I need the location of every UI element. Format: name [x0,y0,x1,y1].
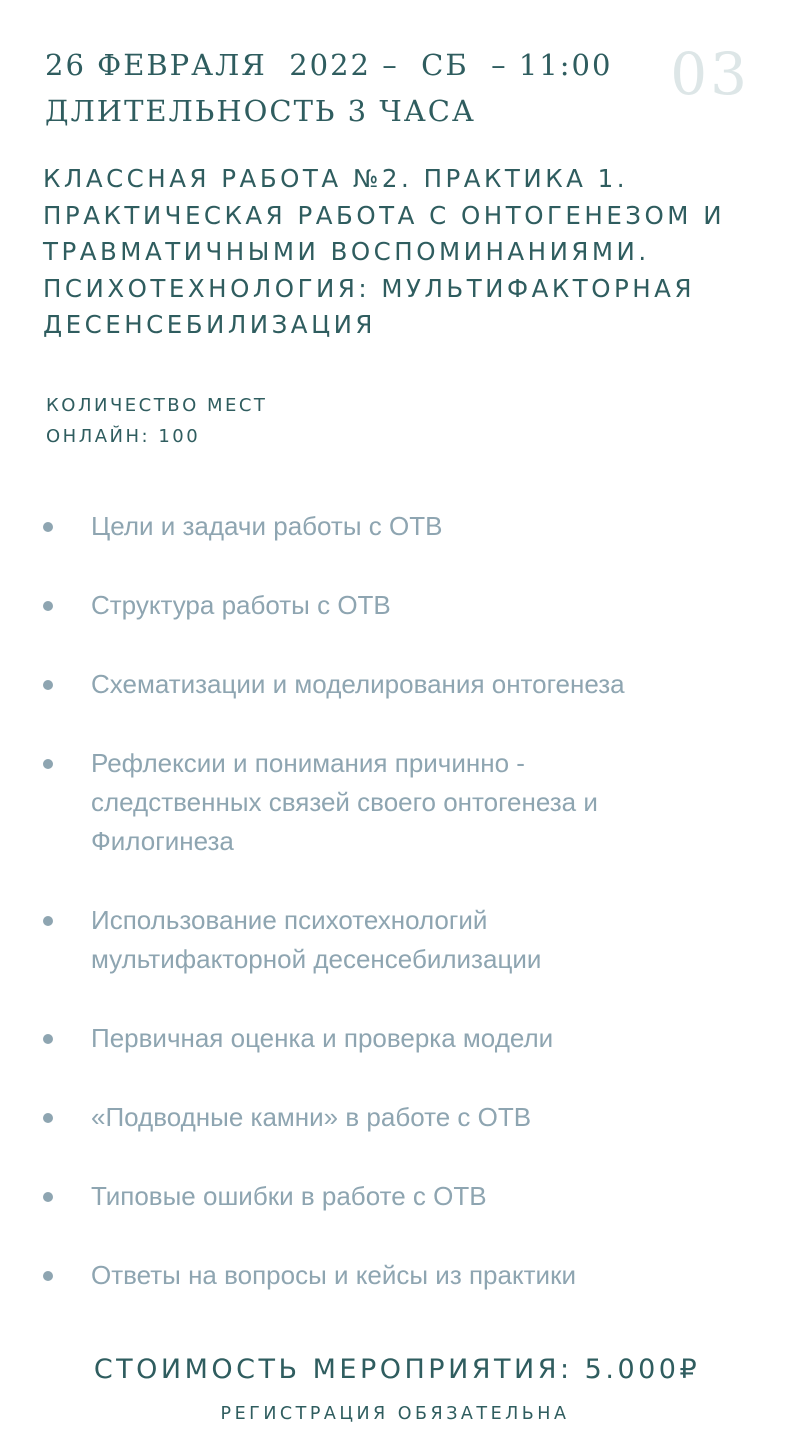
topic-line: Ответы на вопросы и кейсы из практики [91,1260,576,1290]
topic-line: Типовые ошибки в работе с ОТВ [91,1181,487,1211]
event-price: СТОИМОСТЬ МЕРОПРИЯТИЯ: 5.000₽ [93,1354,701,1385]
topic-text [91,901,711,979]
bullet-dot-icon [43,601,53,611]
topic-text [91,744,711,861]
bullet-dot-icon [43,522,53,532]
topic-line: следственных связей своего онтогенеза и [91,787,598,817]
topic-line: Схематизации и моделирования онтогенеза [91,669,625,699]
bullet-dot-icon [43,1271,53,1281]
bullet-dot-icon [43,680,53,690]
seats-online: ОНЛАЙН: 100 [46,426,201,447]
bullet-dot-icon [43,916,53,926]
bullet-dot-icon [43,759,53,769]
topic-line: Филогинеза [91,826,234,856]
bullet-dot-icon [43,1192,53,1202]
topic-text [91,665,711,704]
topic-line: Использование психотехнологий [91,905,488,935]
topic-text [91,1019,711,1058]
seats-label: КОЛИЧЕСТВО МЕСТ [46,395,268,416]
bullet-dot-icon [43,1034,53,1044]
registration-required: РЕГИСТРАЦИЯ ОБЯЗАТЕЛЬНА [220,1404,570,1424]
topic-line: Структура работы с ОТВ [91,590,391,620]
topic-text [91,586,711,625]
session-title-line: ПРАКТИЧЕСКАЯ РАБОТА С ОНТОГЕНЕЗОМ И [43,200,726,230]
duration-line: ДЛИТЕЛЬНОСТЬ 3 ЧАСА [45,94,476,128]
topic-line: Первичная оценка и проверка модели [91,1023,554,1053]
bullet-dot-icon [43,1113,53,1123]
topic-line: мультифакторной десенсебилизации [91,944,542,974]
topic-text [91,1098,711,1137]
topic-text [91,1177,711,1216]
card-number: 03 [670,40,750,108]
session-title-line: ПСИХОТЕХНОЛОГИЯ: МУЛЬТИФАКТОРНАЯ [43,273,695,303]
date-line: 26 ФЕВРАЛЯ 2022 – СБ – 11:00 [45,48,613,82]
session-title-line: ТРАВМАТИЧНЫМИ ВОСПОМИНАНИЯМИ. [43,237,650,266]
topic-line: Цели и задачи работы с ОТВ [91,511,443,541]
topic-text [91,1256,711,1295]
event-datetime [45,42,612,134]
session-title-line: КЛАССНАЯ РАБОТА №2. ПРАКТИКА 1. [43,164,629,193]
session-title [43,161,743,344]
topic-line: «Подводные камни» в работе с ОТВ [91,1102,532,1132]
seats-info [46,390,267,452]
topic-text [91,507,711,546]
session-title-line: ДЕСЕНСЕБИЛИЗАЦИЯ [43,310,376,339]
topic-line: Рефлексии и понимания причинно - [91,748,525,778]
